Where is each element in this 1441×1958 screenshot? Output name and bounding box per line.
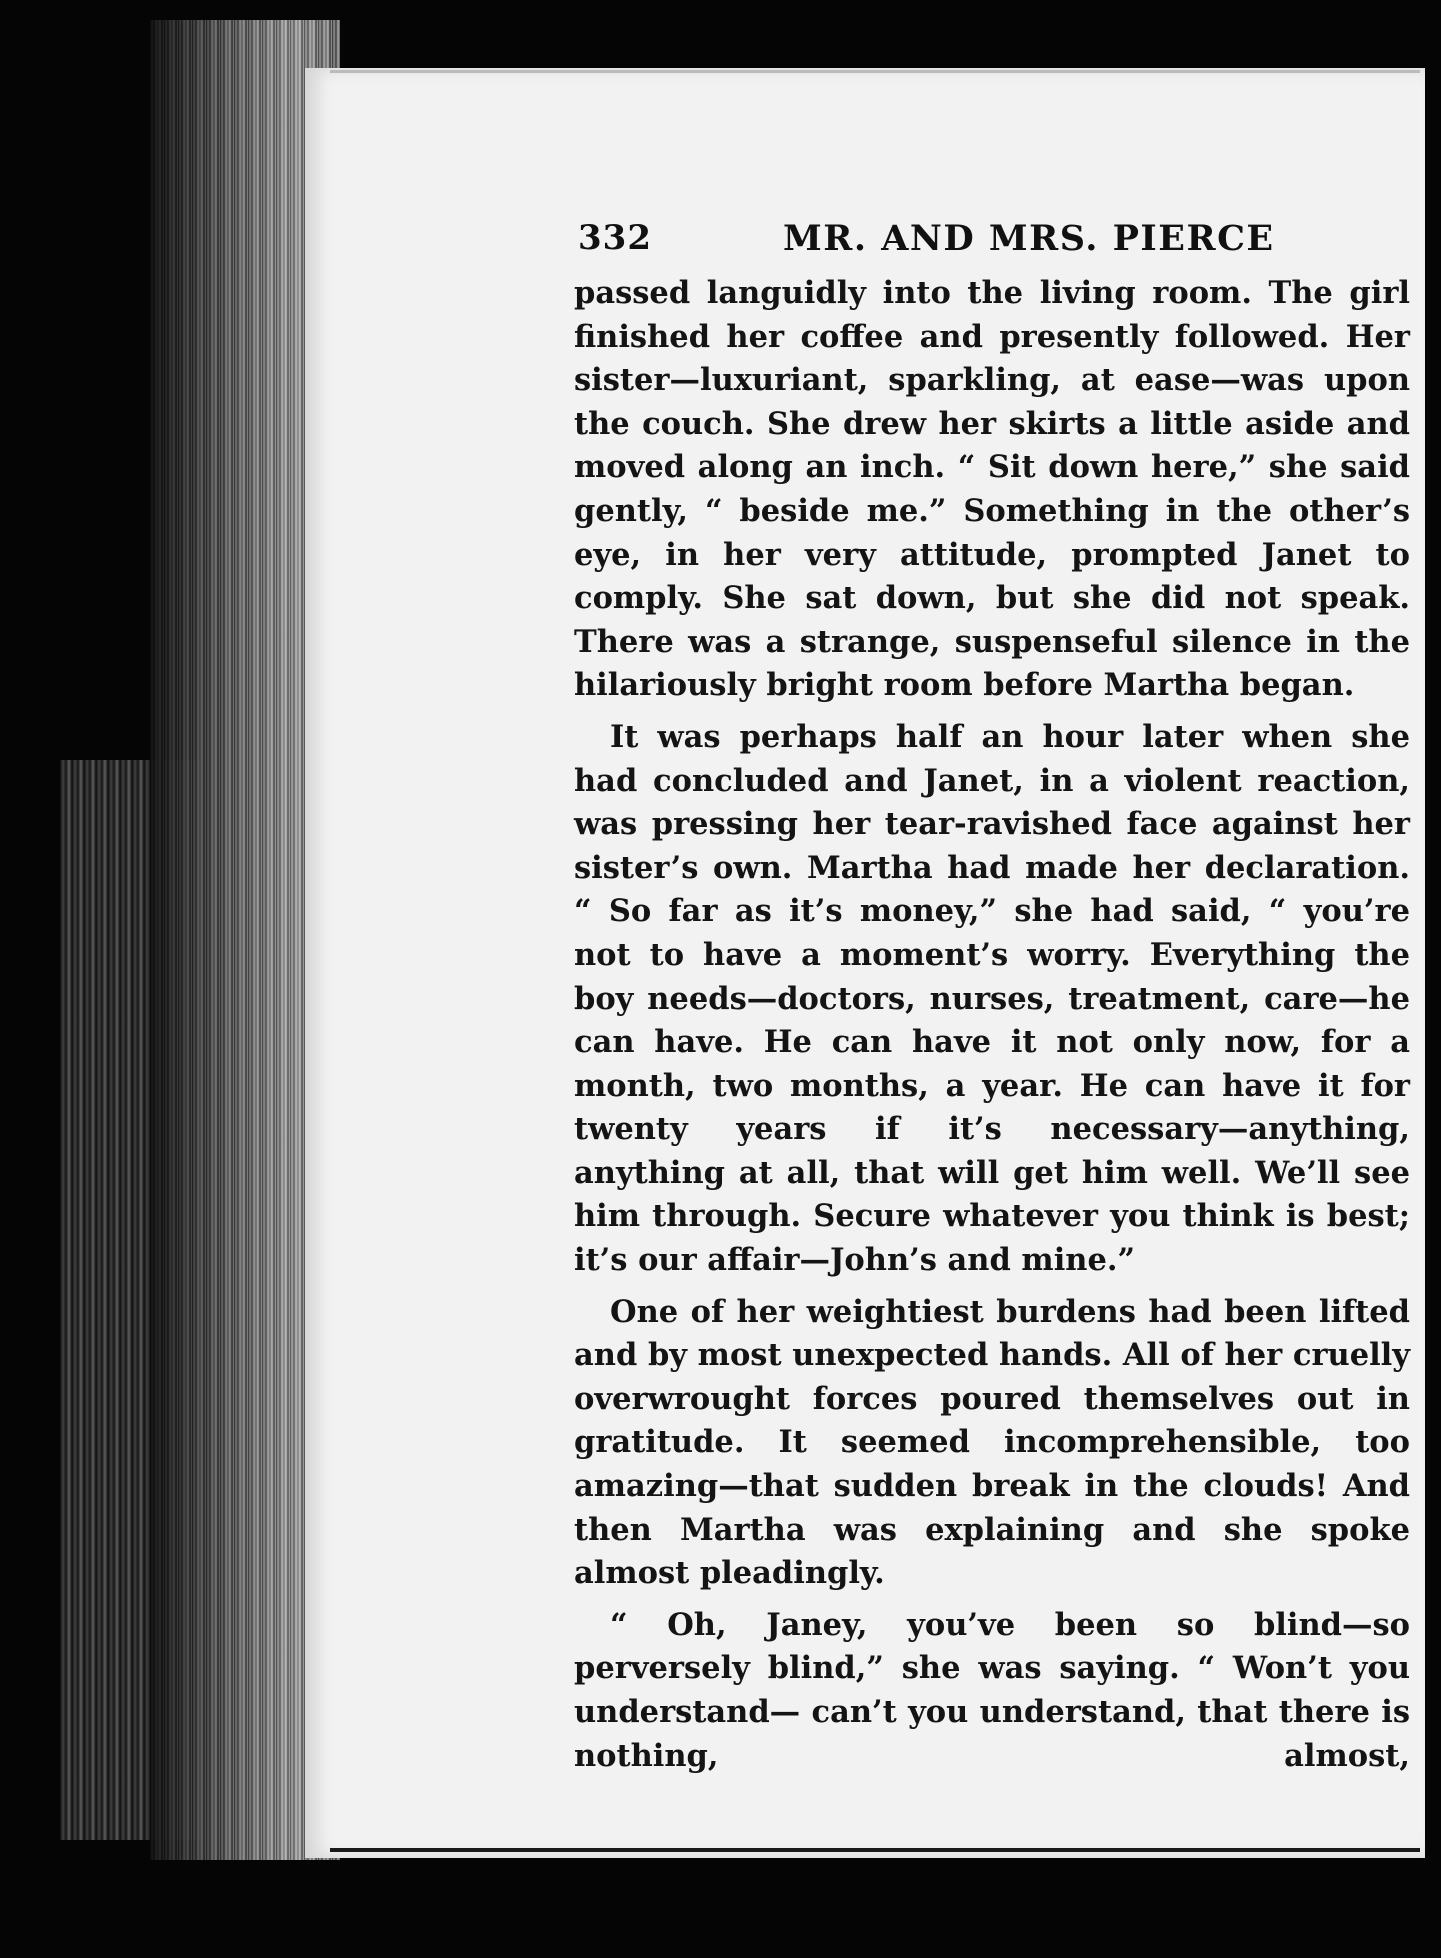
page-top-edge	[330, 70, 1420, 73]
page-header	[578, 210, 1418, 270]
page-number: 332	[578, 218, 652, 258]
paragraph-1: passed languidly into the living room. The girl finished her coffee and presently followed. Her sister—luxuriant, sparkling, at ease—was upon the couch. She drew her skirts a little aside and moved along an inch. “ Sit down here,” she said gently, “ beside me.” Something in the other’s eye, in her very attitude, prompted Janet to comply. She sat down, but she did not speak. There was a strange, suspenseful silence in the hilariously bright room before Martha began.	[574, 275, 1410, 704]
paragraph-2: It was perhaps half an hour later when she had concluded and Janet, in a violent reaction, was pressing her tear-ravished face against her sister’s own. Martha had made her declaration. “ So far as it’s money,” she had said, “ you’re not to have a moment’s worry. Everything the boy needs—doctors, nurses, treatment, care—he can have. He can have it not only now, for a month, two months, a year. He can have it for twenty years if it’s necessary—anything, anything at all, that will get him well. We’ll see him through. Secure whatever you think is best; it’s our affair—John’s and mine.”	[574, 718, 1410, 1279]
body-text	[574, 272, 1410, 1778]
paragraph-3: One of her weightiest burdens had been lifted and by most unexpected hands. All of her cruelly overwrought forces poured themselves out in gratitude. It seemed incomprehensible, too amazing—that sudden break in the clouds! And then Martha was explaining and she spoke almost pleadingly.	[574, 1293, 1410, 1592]
paragraph-4: “ Oh, Janey, you’ve been so blind—so perversely blind,” she was saying. “ Won’t you understand— can’t you understand, that there is nothing, almost,	[574, 1606, 1410, 1774]
page-bottom-edge	[330, 1848, 1420, 1852]
running-head: MR. AND MRS. PIERCE	[783, 218, 1275, 259]
